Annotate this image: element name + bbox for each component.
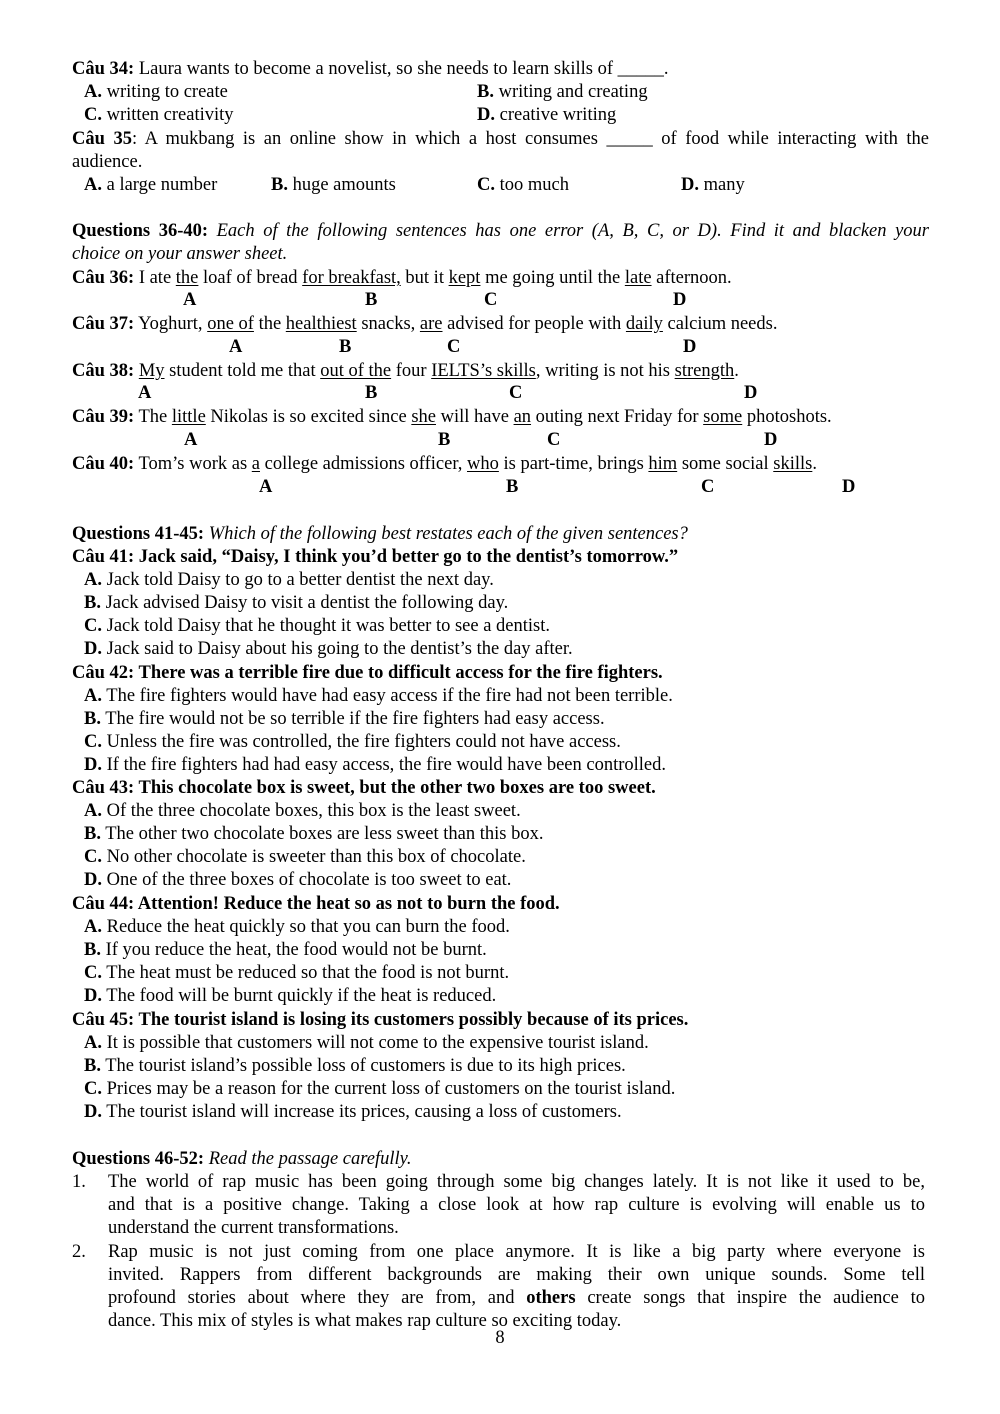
underlined-b: who: [467, 454, 499, 474]
question-37: Câu 37: Yoghurt, one of the healthiest snacks, are advised for people with daily calcium needs.: [72, 314, 778, 334]
label-d: D: [673, 290, 687, 310]
paragraph-number: 2.: [72, 1242, 86, 1262]
passage-line: The world of rap music has been going through some big changes lately. It is not like it used to be,: [108, 1172, 925, 1192]
passage-paragraph-2: [108, 1241, 925, 1333]
label-a: A: [259, 477, 273, 497]
passage-line: dance. This mix of styles is what makes rap culture so exciting today.: [108, 1311, 622, 1331]
option-a: A. Reduce the heat quickly so that you can burn the food.: [84, 917, 510, 937]
question-39: Câu 39: The little Nikolas is so excited since she will have an outing next Friday for some photoshots.: [72, 407, 832, 427]
label-c: C: [701, 477, 715, 497]
question-number: Câu 35: [72, 129, 132, 149]
underlined-d: daily: [625, 314, 663, 334]
passage-line: Rap music is not just coming from one place anymore. It is like a big party where everyone is: [108, 1242, 925, 1262]
question-42: Câu 42: There was a terrible fire due to difficult access for the fire fighters.: [72, 663, 663, 683]
label-c: C: [547, 430, 561, 450]
label-b: B: [506, 477, 519, 497]
label-a: A: [184, 430, 198, 450]
label-d: D: [683, 337, 697, 357]
label-c: C: [484, 290, 498, 310]
option-b: B. huge amounts: [271, 175, 396, 195]
option-d: D. The food will be burnt quickly if the heat is reduced.: [84, 986, 497, 1006]
question-35: Câu 35: A mukbang is an online show in which a host consumes _____ of food while interacting with the: [72, 129, 929, 149]
underlined-a: the: [175, 268, 199, 288]
underlined-a: a: [251, 454, 260, 474]
section-heading-41-45: Questions 41-45: Which of the following best restates each of the given sentences?: [72, 524, 688, 544]
passage-line: and that is a positive change. Taking a close look at how rap culture is evolving will enable us to: [108, 1195, 925, 1215]
underlined-a: little: [171, 407, 206, 427]
paragraph-number: 1.: [72, 1172, 86, 1192]
question-38: Câu 38: My student told me that out of the four IELTS’s skills, writing is not his strength.: [72, 361, 739, 381]
option-b: B. writing and creating: [477, 82, 648, 102]
option-b: B. If you reduce the heat, the food would not be burnt.: [84, 940, 487, 960]
passage-line: invited. Rappers from different backgrounds are making their own unique sounds. Some tell: [108, 1265, 925, 1285]
underlined-b: healthiest: [285, 314, 357, 334]
section-heading-36-40: Questions 36-40: Each of the following sentences has one error (A, B, C, or D). Find it and blacken your: [72, 221, 929, 241]
option-b: B. The other two chocolate boxes are less sweet than this box.: [84, 824, 544, 844]
option-b: B. The tourist island’s possible loss of customers is due to its high prices.: [84, 1056, 626, 1076]
option-d: D. One of the three boxes of chocolate is too sweet to eat.: [84, 870, 512, 890]
option-c: C. written creativity: [84, 105, 234, 125]
option-a: A. Jack told Daisy to go to a better dentist the next day.: [84, 570, 494, 590]
label-c: C: [509, 383, 523, 403]
underlined-d: late: [624, 268, 652, 288]
question-41: Câu 41: Jack said, “Daisy, I think you’d better go to the dentist’s tomorrow.”: [72, 547, 679, 567]
underlined-c: IELTS’s skills: [431, 361, 536, 381]
question-35-cont: audience.: [72, 152, 143, 172]
underlined-a: one of: [207, 314, 254, 334]
section-heading-46-52: Questions 46-52: Read the passage carefully.: [72, 1149, 412, 1169]
underlined-b: out of the: [320, 361, 392, 381]
option-d: D. many: [681, 175, 745, 195]
option-d: D. creative writing: [477, 105, 617, 125]
option-c: C. The heat must be reduced so that the food is not burnt.: [84, 963, 510, 983]
label-a: A: [138, 383, 152, 403]
passage-line: profound stories about where they are from, and others create songs that inspire the audience to: [108, 1288, 925, 1308]
passage-line: understand the current transformations.: [108, 1218, 399, 1238]
option-a: A. writing to create: [84, 82, 228, 102]
option-d: D. The tourist island will increase its prices, causing a loss of customers.: [84, 1102, 622, 1122]
label-b: B: [438, 430, 451, 450]
option-c: C. Jack told Daisy that he thought it was better to see a dentist.: [84, 616, 551, 636]
question-44: Câu 44: Attention! Reduce the heat so as not to burn the food.: [72, 894, 560, 914]
underlined-c: an: [513, 407, 532, 427]
section-instruction-cont: choice on your answer sheet.: [72, 244, 288, 264]
underlined-d: skills: [773, 454, 813, 474]
page-number: 8: [495, 1328, 505, 1348]
question-40: Câu 40: Tom’s work as a college admissions officer, who is part-time, brings him some social skills.: [72, 454, 817, 474]
option-d: D. If the fire fighters had had easy access, the fire would have been controlled.: [84, 755, 667, 775]
label-d: D: [744, 383, 758, 403]
question-36: Câu 36: I ate the loaf of bread for breakfast, but it kept me going until the late afternoon.: [72, 268, 732, 288]
underlined-c: are: [419, 314, 443, 334]
question-34: [72, 58, 669, 81]
question-45: Câu 45: The tourist island is losing its customers possibly because of its prices.: [72, 1010, 689, 1030]
underlined-b: for breakfast,: [302, 268, 401, 288]
passage-paragraph-1: [108, 1171, 925, 1240]
option-a: A. The fire fighters would have had easy access if the fire had not been terrible.: [84, 686, 673, 706]
option-b: B. Jack advised Daisy to visit a dentist the following day.: [84, 593, 509, 613]
label-d: D: [842, 477, 856, 497]
option-a: A. a large number: [84, 175, 218, 195]
label-a: A: [183, 290, 197, 310]
option-d: D. Jack said to Daisy about his going to the dentist’s the day after.: [84, 639, 573, 659]
label-c: C: [447, 337, 461, 357]
underlined-d: some: [703, 407, 743, 427]
underlined-d: strength: [674, 361, 735, 381]
option-c: C. Unless the fire was controlled, the fire fighters could not have access.: [84, 732, 621, 752]
option-c: C. too much: [477, 175, 569, 195]
option-c: C. No other chocolate is sweeter than this box of chocolate.: [84, 847, 526, 867]
underlined-a: My: [138, 361, 165, 381]
option-a: A. It is possible that customers will not come to the expensive tourist island.: [84, 1033, 649, 1053]
question-number: Câu 34:: [72, 59, 135, 79]
option-b: B. The fire would not be so terrible if the fire fighters had easy access.: [84, 709, 605, 729]
label-b: B: [365, 290, 378, 310]
label-b: B: [365, 383, 378, 403]
underlined-c: kept: [448, 268, 481, 288]
option-a: A. Of the three chocolate boxes, this box is the least sweet.: [84, 801, 521, 821]
label-a: A: [229, 337, 243, 357]
question-text: Laura wants to become a novelist, so she needs to learn skills of _____.: [134, 59, 669, 79]
underlined-b: she: [411, 407, 436, 427]
underlined-c: him: [648, 454, 678, 474]
label-d: D: [764, 430, 778, 450]
bold-word-others: others: [526, 1288, 576, 1308]
option-c: C. Prices may be a reason for the current loss of customers on the tourist island.: [84, 1079, 676, 1099]
question-43: Câu 43: This chocolate box is sweet, but the other two boxes are too sweet.: [72, 778, 656, 798]
label-b: B: [339, 337, 352, 357]
